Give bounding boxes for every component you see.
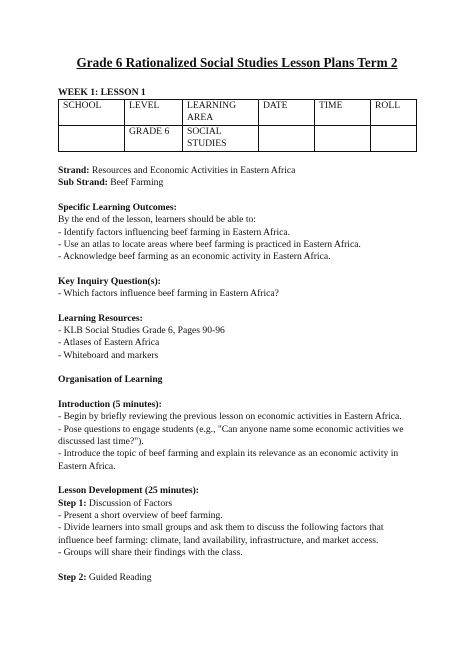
step-2-label: Step 2: (58, 571, 87, 583)
list-item: - KLB Social Studies Grade 6, Pages 90-96 (58, 325, 225, 337)
step-2-value: Guided Reading (86, 571, 152, 583)
cell-level: GRADE 6 (125, 125, 183, 151)
paragraph-line: influence beef farming: climate, land availability, infrastructure, and market access. (58, 534, 379, 546)
list-item: - Atlases of Eastern Africa (58, 337, 160, 349)
strand-label: Strand: (58, 165, 90, 176)
cell-roll (371, 125, 417, 151)
header-date: DATE (259, 100, 315, 126)
step-2-line (58, 572, 418, 584)
list-item: - Whiteboard and markers (58, 349, 159, 361)
paragraph-line: - Begin by briefly reviewing the previous lesson on economic activities in Eastern Africa. (58, 411, 402, 423)
cell-time (315, 125, 371, 151)
list-item: - Use an atlas to locate areas where beef farming is practiced in Eastern Africa. (58, 239, 361, 251)
introduction-heading: Introduction (5 minutes): (58, 398, 162, 410)
table-row (59, 125, 417, 151)
paragraph-line: - Groups will share their findings with the class. (58, 547, 243, 559)
header-time: TIME (315, 100, 371, 126)
document-title: Grade 6 Rationalized Social Studies Lesson Plans Term 2 (76, 55, 398, 70)
paragraph-line: discussed last time?"). (58, 435, 144, 447)
cell-school (59, 125, 125, 151)
cell-learning-area: SOCIAL STUDIES (183, 125, 259, 151)
list-item: - Acknowledge beef farming as an economic activity in Eastern Africa. (58, 251, 331, 263)
outcomes-intro: By the end of the lesson, learners should be able to: (58, 214, 256, 226)
paragraph-line: - Pose questions to engage students (e.g., "Can anyone name some economic activities we (58, 423, 404, 435)
list-item: - Identify factors influencing beef farming in Eastern Africa. (58, 226, 291, 238)
paragraph-line: - Introduce the topic of beef farming and explain its relevance as an economic activity in (58, 448, 399, 460)
strand-line (58, 165, 418, 177)
sub-strand-line (58, 177, 418, 189)
lesson-info-table (58, 99, 417, 152)
paragraph-line: - Divide learners into small groups and ask them to discuss the following factors that (58, 522, 384, 534)
lesson-content (58, 165, 418, 584)
step-1-value: Discussion of Factors (86, 497, 173, 509)
resources-heading: Learning Resources: (58, 312, 143, 324)
list-item: - Which factors influence beef farming in Eastern Africa? (58, 288, 279, 300)
cell-date (259, 125, 315, 151)
paragraph-line: Eastern Africa. (58, 460, 116, 472)
header-roll: ROLL (371, 100, 417, 126)
strand-value: Resources and Economic Activities in Eastern Africa (89, 165, 296, 176)
sub-strand-label: Sub Strand: (58, 177, 108, 189)
inquiry-heading: Key Inquiry Question(s): (58, 275, 161, 287)
header-level: LEVEL (125, 100, 183, 126)
paragraph-line: - Present a short overview of beef farming. (58, 509, 223, 521)
header-school: SCHOOL (59, 100, 125, 126)
outcomes-heading: Specific Learning Outcomes: (58, 201, 177, 213)
table-header-row (59, 100, 417, 126)
development-heading: Lesson Development (25 minutes): (58, 485, 199, 497)
step-1-line (58, 498, 418, 510)
header-learning-area: LEARNING AREA (183, 100, 259, 126)
organisation-heading: Organisation of Learning (58, 374, 163, 386)
step-1-label: Step 1: (58, 497, 87, 509)
sub-strand-value: Beef Farming (107, 177, 164, 189)
week-heading: WEEK 1: LESSON 1 (58, 87, 146, 98)
